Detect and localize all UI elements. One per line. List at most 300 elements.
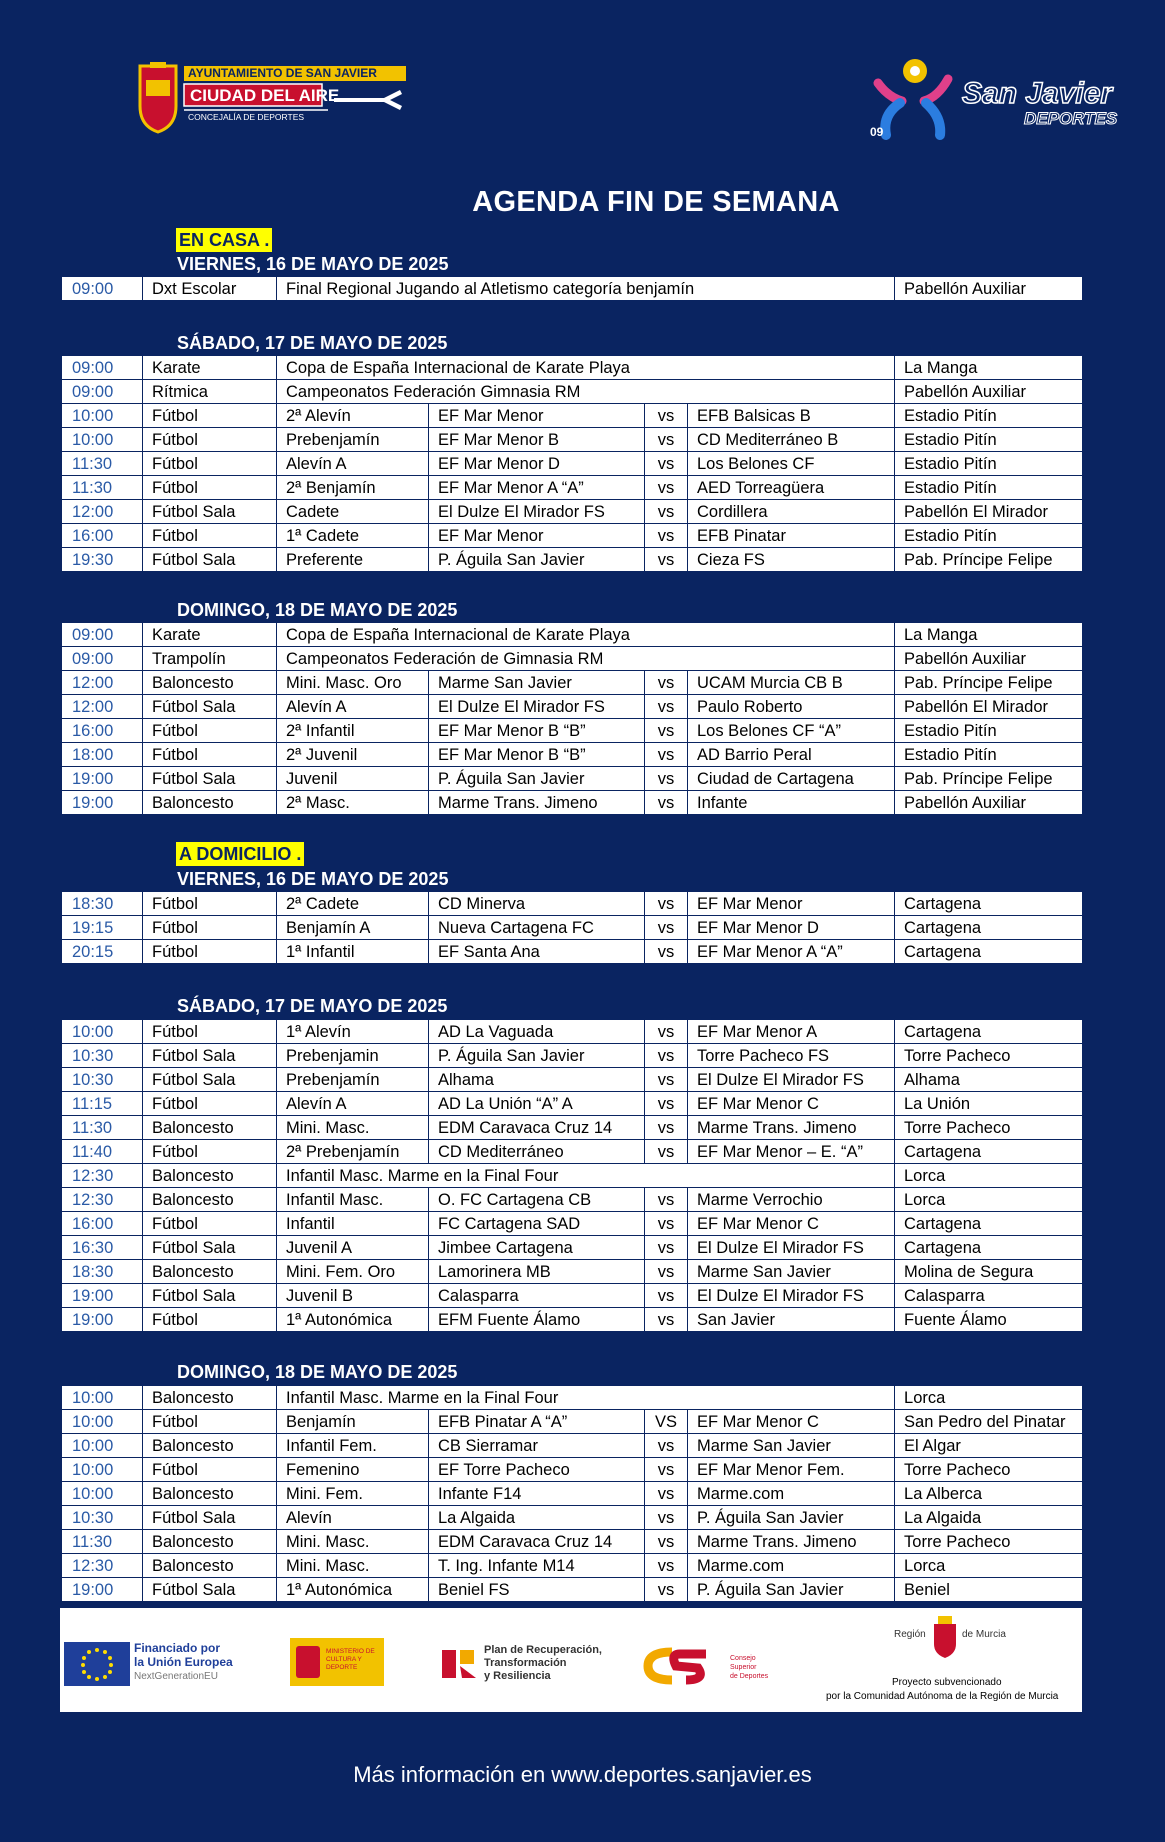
csd-logo	[642, 1646, 722, 1686]
table-row	[62, 1578, 1083, 1602]
vs-cell: vs	[645, 767, 688, 791]
category-cell: 1ª Cadete	[277, 524, 429, 548]
home-team-cell: EF Mar Menor B	[429, 428, 645, 452]
table-body	[62, 1020, 1083, 1332]
day-title: VIERNES, 16 DE MAYO DE 2025	[177, 254, 449, 274]
table-row	[62, 380, 1083, 404]
day-title: DOMINGO, 18 DE MAYO DE 2025	[177, 600, 458, 620]
sport-cell: Fútbol Sala	[143, 548, 277, 572]
home-team-cell: La Algaida	[429, 1506, 645, 1530]
category-cell: 1ª Alevín	[277, 1020, 429, 1044]
table-row	[62, 743, 1083, 767]
venue-cell: Pabellón Auxiliar	[895, 791, 1083, 815]
sport-cell: Fútbol Sala	[143, 500, 277, 524]
venue-cell: Estadio Pitín	[895, 452, 1083, 476]
venue-cell: La Unión	[895, 1092, 1083, 1116]
time-cell: 19:30	[62, 548, 143, 572]
table-row	[62, 548, 1083, 572]
category-cell: Campeonatos Federación de Gimnasia RM	[277, 647, 895, 671]
vs-cell: vs	[645, 500, 688, 524]
away-team-cell: EF Mar Menor A “A”	[688, 940, 895, 964]
vs-cell: VS	[645, 1410, 688, 1434]
venue-cell: Torre Pacheco	[895, 1044, 1083, 1068]
region-a: Región	[894, 1629, 926, 1640]
vs-cell: vs	[645, 1458, 688, 1482]
home-team-cell: EF Mar Menor A “A”	[429, 476, 645, 500]
home-team-cell: T. Ing. Infante M14	[429, 1554, 645, 1578]
table-row	[62, 524, 1083, 548]
logo-number: 09	[870, 125, 884, 139]
category-cell: Juvenil B	[277, 1284, 429, 1308]
away-team-cell: CD Mediterráneo B	[688, 428, 895, 452]
table-row	[62, 1308, 1083, 1332]
section-label-home: EN CASA .	[176, 228, 272, 252]
table-body	[62, 277, 1083, 301]
table-row	[62, 1458, 1083, 1482]
table-row	[62, 277, 1083, 301]
home-team-cell: CD Mediterráneo	[429, 1140, 645, 1164]
venue-cell: Cartagena	[895, 1212, 1083, 1236]
table-row	[62, 1284, 1083, 1308]
sport-cell: Trampolín	[143, 647, 277, 671]
venue-cell: Cartagena	[895, 1236, 1083, 1260]
vs-cell: vs	[645, 916, 688, 940]
project-line1: Proyecto subvencionado	[892, 1677, 1002, 1688]
home-team-cell: Beniel FS	[429, 1578, 645, 1602]
category-cell: 2ª Benjamín	[277, 476, 429, 500]
vs-cell: vs	[645, 548, 688, 572]
vs-cell: vs	[645, 1068, 688, 1092]
sport-cell: Karate	[143, 623, 277, 647]
category-cell: Mini. Fem. Oro	[277, 1260, 429, 1284]
time-cell: 10:00	[62, 1434, 143, 1458]
sport-cell: Baloncesto	[143, 1530, 277, 1554]
category-cell: Benjamín A	[277, 916, 429, 940]
away-team-cell: San Javier	[688, 1308, 895, 1332]
schedule-table	[61, 891, 1083, 964]
day-title: SÁBADO, 17 DE MAYO DE 2025	[177, 996, 448, 1016]
page-title: AGENDA FIN DE SEMANA	[472, 186, 840, 218]
table-row	[62, 1434, 1083, 1458]
away-team-cell: Los Belones CF	[688, 452, 895, 476]
logo-line1: AYUNTAMIENTO DE SAN JAVIER	[188, 66, 377, 80]
table-row	[62, 1068, 1083, 1092]
vs-cell: vs	[645, 940, 688, 964]
away-team-cell: El Dulze El Mirador FS	[688, 1068, 895, 1092]
away-team-cell: EF Mar Menor C	[688, 1212, 895, 1236]
category-cell: Alevín A	[277, 452, 429, 476]
vs-cell: vs	[645, 1578, 688, 1602]
venue-cell: Pab. Príncipe Felipe	[895, 767, 1083, 791]
sport-cell: Fútbol	[143, 892, 277, 916]
venue-cell: Estadio Pitín	[895, 743, 1083, 767]
category-cell: Juvenil A	[277, 1236, 429, 1260]
time-cell: 09:00	[62, 623, 143, 647]
table-row	[62, 940, 1083, 964]
plan-line1: Plan de Recuperación,	[484, 1644, 602, 1656]
time-cell: 10:00	[62, 1458, 143, 1482]
vs-cell: vs	[645, 1140, 688, 1164]
venue-cell: Lorca	[895, 1164, 1083, 1188]
away-team-cell: Los Belones CF “A”	[688, 719, 895, 743]
category-cell: Benjamín	[277, 1410, 429, 1434]
venue-cell: Pab. Príncipe Felipe	[895, 671, 1083, 695]
category-cell: Femenino	[277, 1458, 429, 1482]
home-team-cell: EF Mar Menor	[429, 404, 645, 428]
sport-cell: Fútbol	[143, 1092, 277, 1116]
table-row	[62, 404, 1083, 428]
section-label-away: A DOMICILIO .	[176, 842, 304, 866]
category-cell: Prebenjamín	[277, 428, 429, 452]
home-team-cell: EFM Fuente Álamo	[429, 1308, 645, 1332]
category-cell: Alevín	[277, 1506, 429, 1530]
category-cell: 2ª Juvenil	[277, 743, 429, 767]
table-row	[62, 1092, 1083, 1116]
home-team-cell: Infante F14	[429, 1482, 645, 1506]
venue-cell: Alhama	[895, 1068, 1083, 1092]
home-team-cell: EF Torre Pacheco	[429, 1458, 645, 1482]
home-team-cell: FC Cartagena SAD	[429, 1212, 645, 1236]
venue-cell: Lorca	[895, 1554, 1083, 1578]
sport-cell: Fútbol	[143, 719, 277, 743]
time-cell: 11:40	[62, 1140, 143, 1164]
away-team-cell: AD Barrio Peral	[688, 743, 895, 767]
vs-cell: vs	[645, 1236, 688, 1260]
away-team-cell: UCAM Murcia CB B	[688, 671, 895, 695]
category-cell: Infantil Fem.	[277, 1434, 429, 1458]
time-cell: 09:00	[62, 647, 143, 671]
murcia-crest-icon	[932, 1616, 958, 1658]
more-info-link[interactable]: Más información en www.deportes.sanjavier.es	[353, 1762, 812, 1787]
venue-cell: Torre Pacheco	[895, 1458, 1083, 1482]
time-cell: 11:30	[62, 476, 143, 500]
venue-cell: Cartagena	[895, 892, 1083, 916]
sport-cell: Baloncesto	[143, 1164, 277, 1188]
region-b: de Murcia	[962, 1629, 1006, 1640]
sport-cell: Baloncesto	[143, 1386, 277, 1410]
time-cell: 12:00	[62, 500, 143, 524]
away-team-cell: Marme Trans. Jimeno	[688, 1116, 895, 1140]
time-cell: 19:15	[62, 916, 143, 940]
sport-cell: Rítmica	[143, 380, 277, 404]
away-team-cell: EF Mar Menor	[688, 892, 895, 916]
sport-cell: Dxt Escolar	[143, 277, 277, 301]
away-team-cell: Marme.com	[688, 1554, 895, 1578]
vs-cell: vs	[645, 1188, 688, 1212]
table-row	[62, 356, 1083, 380]
sport-cell: Baloncesto	[143, 1482, 277, 1506]
table-row	[62, 647, 1083, 671]
table-row	[62, 791, 1083, 815]
away-team-cell: EF Mar Menor – E. “A”	[688, 1140, 895, 1164]
home-team-cell: CB Sierramar	[429, 1434, 645, 1458]
schedule-table	[61, 1385, 1083, 1602]
category-cell: 2ª Prebenjamín	[277, 1140, 429, 1164]
sport-cell: Baloncesto	[143, 1434, 277, 1458]
vs-cell: vs	[645, 1260, 688, 1284]
venue-cell: Estadio Pitín	[895, 719, 1083, 743]
vs-cell: vs	[645, 743, 688, 767]
table-row	[62, 916, 1083, 940]
venue-cell: Cartagena	[895, 1020, 1083, 1044]
category-cell: Mini. Masc.	[277, 1554, 429, 1578]
time-cell: 11:30	[62, 452, 143, 476]
home-team-cell: P. Águila San Javier	[429, 1044, 645, 1068]
time-cell: 18:30	[62, 1260, 143, 1284]
time-cell: 19:00	[62, 1284, 143, 1308]
table-row	[62, 1164, 1083, 1188]
csd-line3: de Deportes	[730, 1673, 769, 1680]
time-cell: 16:30	[62, 1236, 143, 1260]
sport-cell: Fútbol	[143, 524, 277, 548]
venue-cell: San Pedro del Pinatar	[895, 1410, 1083, 1434]
time-cell: 16:00	[62, 524, 143, 548]
table-row	[62, 1530, 1083, 1554]
home-team-cell: EF Mar Menor B “B”	[429, 719, 645, 743]
time-cell: 11:30	[62, 1530, 143, 1554]
eu-line2: la Unión Europea	[134, 1655, 233, 1669]
home-team-cell: Marme San Javier	[429, 671, 645, 695]
category-cell: 2ª Alevín	[277, 404, 429, 428]
sport-cell: Fútbol Sala	[143, 1068, 277, 1092]
venue-cell: Pabellón Auxiliar	[895, 380, 1083, 404]
day-title: SÁBADO, 17 DE MAYO DE 2025	[177, 333, 448, 353]
category-cell: 1ª Autonómica	[277, 1578, 429, 1602]
category-cell: Copa de España Internacional de Karate Playa	[277, 356, 895, 380]
table-row	[62, 1410, 1083, 1434]
category-cell: Alevín A	[277, 695, 429, 719]
home-team-cell: AD La Unión “A” A	[429, 1092, 645, 1116]
time-cell: 18:00	[62, 743, 143, 767]
home-team-cell: P. Águila San Javier	[429, 767, 645, 791]
category-cell: Campeonatos Federación Gimnasia RM	[277, 380, 895, 404]
away-team-cell: Paulo Roberto	[688, 695, 895, 719]
day-title: DOMINGO, 18 DE MAYO DE 2025	[177, 1362, 458, 1382]
plan-line3: y Resiliencia	[484, 1670, 551, 1682]
home-team-cell: EF Mar Menor B “B”	[429, 743, 645, 767]
away-team-cell: EF Mar Menor Fem.	[688, 1458, 895, 1482]
san-javier-deportes-logo	[868, 55, 1128, 143]
away-team-cell: EF Mar Menor D	[688, 916, 895, 940]
category-cell: Infantil Masc.	[277, 1188, 429, 1212]
vs-cell: vs	[645, 428, 688, 452]
away-team-cell: EF Mar Menor C	[688, 1410, 895, 1434]
venue-cell: La Manga	[895, 623, 1083, 647]
home-team-cell: El Dulze El Mirador FS	[429, 500, 645, 524]
schedule-table	[61, 1019, 1083, 1332]
category-cell: Alevín A	[277, 1092, 429, 1116]
vs-cell: vs	[645, 695, 688, 719]
home-team-cell: Nueva Cartagena FC	[429, 916, 645, 940]
venue-cell: Pabellón Auxiliar	[895, 647, 1083, 671]
table-row	[62, 428, 1083, 452]
venue-cell: Beniel	[895, 1578, 1083, 1602]
time-cell: 16:00	[62, 719, 143, 743]
table-row	[62, 476, 1083, 500]
away-team-cell: Marme San Javier	[688, 1434, 895, 1458]
venue-cell: Pabellón El Mirador	[895, 695, 1083, 719]
spain-ministry-logo	[290, 1638, 384, 1686]
table-row	[62, 1140, 1083, 1164]
time-cell: 10:00	[62, 404, 143, 428]
sport-cell: Fútbol	[143, 1458, 277, 1482]
venue-cell: Torre Pacheco	[895, 1116, 1083, 1140]
vs-cell: vs	[645, 1092, 688, 1116]
schedule-table	[61, 355, 1083, 572]
table-body	[62, 1386, 1083, 1602]
vs-cell: vs	[645, 1482, 688, 1506]
venue-cell: Lorca	[895, 1386, 1083, 1410]
away-team-cell: El Dulze El Mirador FS	[688, 1284, 895, 1308]
logo-sub: DEPORTES	[1024, 109, 1118, 128]
venue-cell: Molina de Segura	[895, 1260, 1083, 1284]
sport-cell: Baloncesto	[143, 1260, 277, 1284]
category-cell: Prebenjamin	[277, 1044, 429, 1068]
category-cell: Infantil Masc. Marme en la Final Four	[277, 1386, 895, 1410]
table-body	[62, 623, 1083, 815]
sport-cell: Baloncesto	[143, 1554, 277, 1578]
schedule-table	[61, 622, 1083, 815]
away-team-cell: Cordillera	[688, 500, 895, 524]
time-cell: 10:00	[62, 1386, 143, 1410]
venue-cell: Cartagena	[895, 916, 1083, 940]
sport-cell: Baloncesto	[143, 1116, 277, 1140]
home-team-cell: Marme Trans. Jimeno	[429, 791, 645, 815]
venue-cell: El Algar	[895, 1434, 1083, 1458]
table-row	[62, 719, 1083, 743]
sport-cell: Fútbol Sala	[143, 1284, 277, 1308]
table-row	[62, 1482, 1083, 1506]
home-team-cell: Calasparra	[429, 1284, 645, 1308]
time-cell: 10:00	[62, 428, 143, 452]
sport-cell: Fútbol Sala	[143, 1236, 277, 1260]
time-cell: 19:00	[62, 791, 143, 815]
csd-line1: Consejo	[730, 1655, 756, 1662]
sport-cell: Fútbol	[143, 1308, 277, 1332]
time-cell: 11:30	[62, 1116, 143, 1140]
time-cell: 10:00	[62, 1482, 143, 1506]
schedule-table	[61, 276, 1083, 301]
home-team-cell: EDM Caravaca Cruz 14	[429, 1116, 645, 1140]
venue-cell: Pab. Príncipe Felipe	[895, 548, 1083, 572]
away-team-cell: Infante	[688, 791, 895, 815]
sport-cell: Fútbol Sala	[143, 1044, 277, 1068]
sport-cell: Fútbol Sala	[143, 1578, 277, 1602]
sport-cell: Baloncesto	[143, 671, 277, 695]
home-team-cell: EF Mar Menor D	[429, 452, 645, 476]
home-team-cell: AD La Vaguada	[429, 1020, 645, 1044]
category-cell: 1ª Infantil	[277, 940, 429, 964]
table-row	[62, 671, 1083, 695]
sport-cell: Fútbol	[143, 452, 277, 476]
vs-cell: vs	[645, 404, 688, 428]
category-cell: Infantil	[277, 1212, 429, 1236]
time-cell: 12:00	[62, 695, 143, 719]
home-team-cell: O. FC Cartagena CB	[429, 1188, 645, 1212]
venue-cell: Lorca	[895, 1188, 1083, 1212]
sport-cell: Fútbol Sala	[143, 695, 277, 719]
time-cell: 12:30	[62, 1188, 143, 1212]
time-cell: 09:00	[62, 380, 143, 404]
time-cell: 18:30	[62, 892, 143, 916]
venue-cell: Torre Pacheco	[895, 1530, 1083, 1554]
away-team-cell: Ciudad de Cartagena	[688, 767, 895, 791]
vs-cell: vs	[645, 1284, 688, 1308]
away-team-cell: Cieza FS	[688, 548, 895, 572]
venue-cell: Estadio Pitín	[895, 476, 1083, 500]
vs-cell: vs	[645, 719, 688, 743]
category-cell: 2ª Cadete	[277, 892, 429, 916]
vs-cell: vs	[645, 791, 688, 815]
vs-cell: vs	[645, 1434, 688, 1458]
home-team-cell: El Dulze El Mirador FS	[429, 695, 645, 719]
category-cell: Prebenjamín	[277, 1068, 429, 1092]
logo-line3: CONCEJALÍA DE DEPORTES	[188, 112, 305, 122]
home-team-cell: Lamorinera MB	[429, 1260, 645, 1284]
home-team-cell: Alhama	[429, 1068, 645, 1092]
home-team-cell: Jimbee Cartagena	[429, 1236, 645, 1260]
table-row	[62, 452, 1083, 476]
plan-line2: Transformación	[484, 1657, 567, 1669]
away-team-cell: Marme San Javier	[688, 1260, 895, 1284]
time-cell: 19:00	[62, 767, 143, 791]
vs-cell: vs	[645, 1116, 688, 1140]
time-cell: 19:00	[62, 1308, 143, 1332]
sport-cell: Fútbol	[143, 1020, 277, 1044]
table-row	[62, 767, 1083, 791]
away-team-cell: Marme Verrochio	[688, 1188, 895, 1212]
time-cell: 10:30	[62, 1506, 143, 1530]
venue-cell: La Manga	[895, 356, 1083, 380]
category-cell: Mini. Masc.	[277, 1530, 429, 1554]
table-row	[62, 500, 1083, 524]
time-cell: 09:00	[62, 356, 143, 380]
csd-line2: Superior	[730, 1664, 757, 1671]
sport-cell: Karate	[143, 356, 277, 380]
sport-cell: Baloncesto	[143, 791, 277, 815]
category-cell: Mini. Masc.	[277, 1116, 429, 1140]
home-team-cell: EF Mar Menor	[429, 524, 645, 548]
sport-cell: Fútbol	[143, 1212, 277, 1236]
sport-cell: Fútbol	[143, 1410, 277, 1434]
ministry-text: MINISTERIO DE CULTURA Y DEPORTE	[326, 1648, 375, 1671]
table-row	[62, 1020, 1083, 1044]
category-cell: 2ª Infantil	[277, 719, 429, 743]
table-row	[62, 1260, 1083, 1284]
vs-cell: vs	[645, 1020, 688, 1044]
sport-cell: Fútbol	[143, 940, 277, 964]
time-cell: 10:30	[62, 1044, 143, 1068]
away-team-cell: El Dulze El Mirador FS	[688, 1236, 895, 1260]
away-team-cell: Marme Trans. Jimeno	[688, 1530, 895, 1554]
venue-cell: La Algaida	[895, 1506, 1083, 1530]
sponsor-logos	[60, 1608, 1082, 1712]
venue-cell: Estadio Pitín	[895, 404, 1083, 428]
sport-cell: Fútbol	[143, 428, 277, 452]
vs-cell: vs	[645, 1212, 688, 1236]
recovery-plan-logo	[440, 1646, 480, 1682]
vs-cell: vs	[645, 1506, 688, 1530]
eu-line3: NextGenerationEU	[134, 1671, 218, 1682]
logo-line2: CIUDAD DEL AIRE	[190, 86, 340, 105]
eu-flag-icon	[64, 1642, 130, 1686]
eu-line1: Financiado por	[134, 1641, 221, 1655]
sport-cell: Baloncesto	[143, 1188, 277, 1212]
category-cell: Final Regional Jugando al Atletismo categoría benjamín	[277, 277, 895, 301]
category-cell: Mini. Masc. Oro	[277, 671, 429, 695]
table-row	[62, 1554, 1083, 1578]
home-team-cell: CD Minerva	[429, 892, 645, 916]
